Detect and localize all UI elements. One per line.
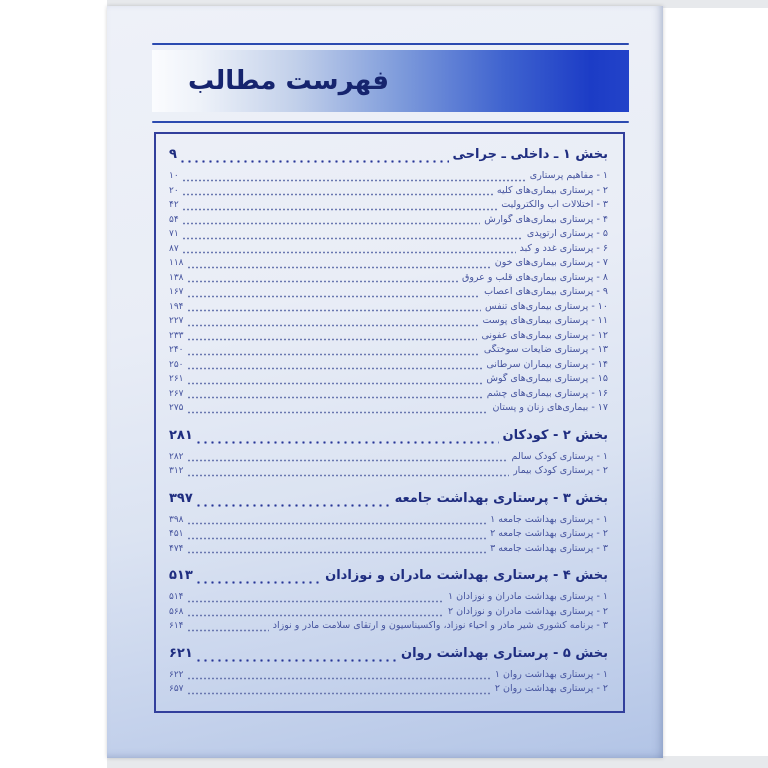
toc-item-label: ۶ - پرستاری غدد و کبد (519, 242, 608, 254)
toc-item-row (169, 591, 608, 606)
dot-leader (188, 629, 269, 632)
toc-item-page: ۱۱۸ (169, 258, 184, 268)
toc-item-label: ۳ - برنامه کشوری شیر مادر و احیاء نوزاد، واکسیناسیون و ارتقای سلامت مادر و نوزاد (272, 620, 608, 631)
dot-leader (183, 193, 493, 196)
dot-leader (183, 222, 481, 225)
toc-item-label: ۳ - اختلالات آب والکترولیت (501, 199, 608, 210)
toc-section-page: ۹ (169, 147, 177, 162)
toc-item-label: ۳ - پرستاری بهداشت جامعه ۳ (490, 542, 608, 554)
toc-item-label: ۷ - پرستاری بیماری‌های خون (494, 257, 608, 268)
toc-item-label: ۴ - پرستاری بیماری‌های گوارش (484, 213, 608, 225)
dot-leader (188, 600, 445, 603)
toc-item-label: ۱۱ - پرستاری بیماری‌های پوست (482, 315, 608, 326)
dot-leader (188, 367, 483, 370)
header-rule-top (152, 43, 629, 45)
dot-leader (183, 179, 526, 182)
toc-item-label: ۱۰ - پرستاری بیماری‌های تنفس (484, 300, 608, 312)
toc-item-row (169, 669, 608, 684)
toc-item-page: ۱۹۴ (169, 301, 184, 312)
toc-item-label: ۹ - پرستاری بیماری‌های اعصاب (484, 286, 608, 297)
toc-item-page: ۷۱ (169, 229, 179, 239)
toc-item-row (169, 272, 608, 287)
toc-item-page: ۳۹۸ (169, 514, 184, 525)
toc-section-label: بخش ۵ - پرستاری بهداشت روان (400, 645, 608, 661)
toc-item-page: ۴۲ (169, 200, 179, 210)
toc-item-page: ۶۱۴ (169, 621, 184, 631)
dot-leader (197, 441, 499, 444)
dot-leader (188, 396, 483, 399)
toc-item-row (169, 301, 608, 316)
toc-item-row (169, 257, 608, 272)
toc-item-row (169, 373, 608, 388)
toc-item-page: ۲۵۰ (169, 359, 184, 370)
toc-item-page: ۲۶۱ (169, 374, 184, 384)
toc-item-row (169, 344, 608, 359)
toc-item-row (169, 199, 608, 214)
book-page (107, 6, 663, 758)
dot-leader (188, 537, 487, 540)
toc-item-row (169, 170, 608, 185)
toc-item-row (169, 528, 608, 543)
dot-leader (188, 692, 491, 695)
dot-leader (188, 522, 487, 525)
dot-leader (181, 160, 449, 163)
toc-item-label: ۲ - پرستاری بهداشت مادران و نوزادان ۲ (448, 605, 608, 617)
toc-item-page: ۵۴ (169, 214, 179, 225)
toc-item-label: ۱۵ - پرستاری بیماری‌های گوش (486, 373, 608, 384)
toc-item-page: ۲۸۲ (169, 451, 184, 462)
header-rule-bottom (152, 121, 629, 123)
toc-box (154, 132, 625, 713)
dot-leader (188, 295, 481, 298)
dot-leader (197, 659, 397, 662)
toc-item-page: ۳۱۲ (169, 466, 184, 476)
toc-section-page: ۲۸۱ (169, 427, 193, 443)
dot-leader (188, 338, 478, 341)
toc-item-page: ۲۳۳ (169, 330, 184, 341)
dot-leader (188, 411, 489, 414)
toc-item-row (169, 330, 608, 345)
dot-leader (188, 324, 479, 327)
toc-item-row (169, 359, 608, 374)
toc-item-label: ۱۶ - پرستاری بیماری‌های چشم (486, 387, 608, 399)
toc-item-page: ۲۰ (169, 185, 179, 196)
toc-section-page: ۶۲۱ (169, 645, 193, 661)
toc-item-label: ۱ - پرستاری بهداشت جامعه ۱ (490, 513, 608, 525)
toc-item-page: ۴۷۴ (169, 543, 184, 554)
toc-item-label: ۱ - پرستاری کودک سالم (511, 450, 608, 462)
toc-item-page: ۶۵۷ (169, 684, 184, 694)
toc-rows (169, 147, 608, 698)
toc-item-row (169, 214, 608, 229)
page-title: فهرست مطالب (188, 66, 389, 96)
dot-leader (183, 237, 523, 240)
dot-leader (188, 459, 508, 462)
toc-item-page: ۲۲۷ (169, 316, 184, 326)
toc-item-page: ۵۶۸ (169, 606, 184, 617)
toc-item-page: ۱۶۷ (169, 287, 184, 297)
toc-item-page: ۱۳۸ (169, 272, 184, 283)
toc-item-row (169, 451, 608, 466)
dot-leader (188, 309, 481, 312)
toc-item-page: ۶۲۲ (169, 669, 184, 680)
dot-leader (197, 581, 321, 584)
toc-item-page: ۴۵۱ (169, 529, 184, 539)
dot-leader (188, 266, 491, 269)
toc-item-row (169, 543, 608, 558)
toc-item-row (169, 286, 608, 301)
dot-leader (197, 504, 391, 507)
toc-section-label: بخش ۱ ـ داخلی ـ جراحی (452, 147, 608, 162)
toc-item-row (169, 402, 608, 417)
toc-item-label: ۲ - پرستاری بهداشت جامعه ۲ (490, 528, 608, 539)
toc-section-label: بخش ۲ - کودکان (502, 427, 608, 443)
toc-item-row (169, 683, 608, 698)
toc-item-page: ۵۱۴ (169, 592, 184, 602)
dot-leader (188, 280, 458, 283)
dot-leader (183, 251, 516, 254)
toc-item-label: ۱۳ - پرستاری ضایعات سوختگی (483, 344, 608, 355)
toc-item-label: ۱۷ - بیماری‌های زنان و پستان (492, 402, 608, 413)
toc-section-row (169, 646, 608, 666)
toc-item-label: ۵ - پرستاری ارتوپدی (526, 228, 608, 239)
toc-item-label: ۱ - پرستاری بهداشت مادران و نوزادان ۱ (448, 591, 608, 602)
toc-section-row (169, 428, 608, 448)
toc-section-row (169, 568, 608, 588)
dot-leader (188, 677, 491, 680)
toc-item-row (169, 606, 608, 621)
toc-item-page: ۲۷۵ (169, 403, 184, 413)
header-banner (152, 50, 629, 112)
toc-item-row (169, 620, 608, 635)
toc-section-label: بخش ۴ - پرستاری بهداشت مادران و نوزادان (325, 568, 608, 583)
toc-item-label: ۸ - پرستاری بیماری‌های قلب و عروق (461, 271, 608, 283)
toc-section-row (169, 491, 608, 511)
dot-leader (188, 474, 510, 477)
toc-section-label: بخش ۳ - پرستاری بهداشت جامعه (394, 490, 608, 506)
toc-section-page: ۳۹۷ (169, 490, 193, 506)
dot-leader (188, 382, 483, 385)
toc-item-label: ۱ - مفاهیم پرستاری (529, 170, 608, 181)
toc-item-row (169, 465, 608, 480)
dot-leader (188, 551, 487, 554)
toc-item-label: ۲ - پرستاری بیماری‌های کلیه (496, 184, 608, 196)
toc-item-row (169, 185, 608, 200)
toc-item-row (169, 315, 608, 330)
toc-item-label: ۱ - پرستاری بهداشت روان ۱ (494, 668, 608, 680)
dot-leader (188, 353, 480, 356)
toc-section-page: ۵۱۳ (169, 568, 193, 583)
toc-item-label: ۲ - پرستاری بهداشت روان ۲ (494, 683, 608, 694)
toc-item-label: ۱۴ - پرستاری بیماران سرطانی (486, 358, 608, 370)
toc-item-page: ۱۰ (169, 171, 179, 181)
toc-section-row (169, 147, 608, 167)
toc-item-label: ۱۲ - پرستاری بیماری‌های عفونی (481, 329, 608, 341)
toc-item-label: ۲ - پرستاری کودک بیمار (513, 465, 608, 476)
toc-item-row (169, 228, 608, 243)
toc-item-page: ۲۴۰ (169, 345, 184, 355)
toc-item-row (169, 388, 608, 403)
toc-item-row (169, 514, 608, 529)
toc-item-page: ۲۶۷ (169, 388, 184, 399)
toc-item-row (169, 243, 608, 258)
toc-item-page: ۸۷ (169, 243, 179, 254)
dot-leader (188, 614, 445, 617)
dot-leader (183, 208, 498, 211)
